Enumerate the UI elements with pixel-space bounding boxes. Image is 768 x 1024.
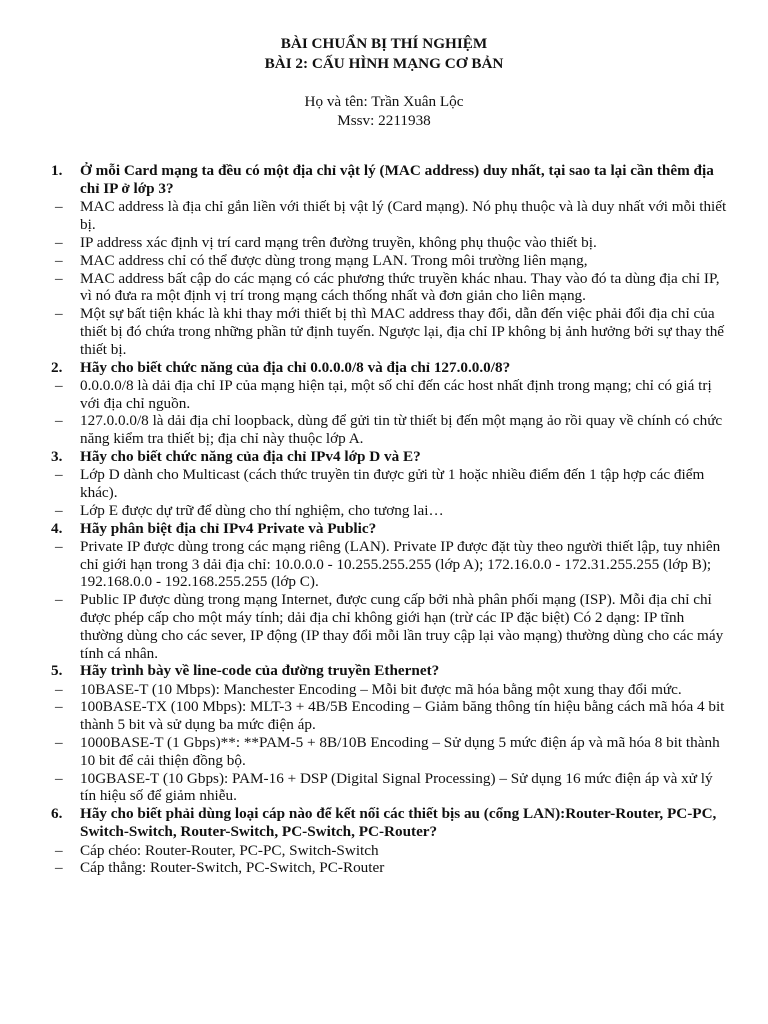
answer-item [51, 681, 731, 699]
document-subtitle: BÀI 2: CẤU HÌNH MẠNG CƠ BẢN [264, 55, 504, 72]
answer-item [51, 412, 731, 448]
student-name: Họ và tên: Trần Xuân Lộc [304, 93, 464, 110]
question-text: Ở mỗi Card mạng ta đều có một địa chỉ vật lý (MAC address) duy nhất, tại sao ta lại cần thêm địa chỉ IP ở lớp 3? [80, 162, 714, 198]
question-text: Hãy cho biết chức năng của địa chỉ 0.0.0.0/8 và địa chỉ 127.0.0.0/8? [80, 358, 511, 376]
question-number: 1. [51, 162, 63, 179]
answer-item [51, 252, 731, 270]
answer-text: 10GBASE-T (10 Gbps): PAM-16 + DSP (Digital Signal Processing) – Sử dụng 16 mức điện áp và xử lý tín hiệu số để giảm nhiễu. [80, 769, 713, 805]
answer-item [51, 770, 731, 806]
question-number: 4. [51, 519, 63, 537]
question-text: Hãy cho biết phải dùng loại cáp nào để kết nối các thiết bịs au (cổng LAN):Router-Router, PC-PC, Switch-Switch, Router-Switch, PC-Switch, PC-Router? [80, 805, 717, 841]
answer-item [51, 842, 731, 860]
question-item [51, 162, 731, 198]
dash-bullet: – [55, 198, 63, 216]
answer-text: MAC address là địa chỉ gắn liền với thiết bị vật lý (Card mạng). Nó phụ thuộc và là duy nhất với mỗi thiết bị. [80, 198, 727, 234]
question-item [51, 359, 731, 377]
dash-bullet: – [55, 680, 63, 698]
dash-bullet: – [55, 841, 63, 859]
dash-bullet: – [55, 537, 63, 555]
dash-bullet: – [55, 698, 63, 716]
answer-text: 0.0.0.0/8 là dải địa chỉ IP của mạng hiện tại, một số chỉ đến các host nhất định trong mạng; chỉ có giá trị với địa chỉ nguồn. [80, 376, 712, 412]
question-item [51, 805, 731, 841]
dash-bullet: – [55, 466, 63, 484]
answer-item [51, 305, 731, 358]
answer-text: 10BASE-T (10 Mbps): Manchester Encoding – Mỗi bit được mã hóa bằng một xung thay đổi mức. [80, 680, 682, 698]
question-number: 5. [51, 662, 63, 680]
answer-item [51, 591, 731, 662]
answer-text: Public IP được dùng trong mạng Internet, được cung cấp bởi nhà phân phối mạng (ISP). Mỗi địa chỉ chỉ được phép cấp cho một máy tính; dải địa chỉ không giới hạn (trừ các IP đặc biệt) Có 2 dạng: IP tĩnh thường dùng cho các sever, IP động (IP thay đổi mỗi lần truy cập lại vào mạng) thường dùng cho các máy tính cá nhân. [80, 591, 724, 662]
question-item [51, 662, 731, 680]
document-title: BÀI CHUẨN BỊ THÍ NGHIỆM [280, 35, 488, 52]
student-id: Mssv: 2211938 [337, 112, 431, 129]
question-item [51, 520, 731, 538]
dash-bullet: – [55, 733, 63, 751]
question-number: 6. [51, 805, 63, 823]
question-text: Hãy phân biệt địa chỉ IPv4 Private và Public? [80, 519, 377, 537]
question-number: 3. [51, 447, 63, 465]
answer-text: 1000BASE-T (1 Gbps)**: **PAM-5 + 8B/10B Encoding – Sử dụng 5 mức điện áp và mã hóa 8 bit thành 10 bit để cải thiện đồng bộ. [80, 733, 720, 769]
answer-text: Cáp thẳng: Router-Switch, PC-Switch, PC-Router [80, 859, 385, 877]
dash-bullet: – [55, 412, 63, 430]
answer-item [51, 734, 731, 770]
answer-item [51, 859, 731, 877]
answer-text: Lớp D dành cho Multicast (cách thức truyền tin được gửi từ 1 hoặc nhiều điểm đến 1 tập hợp các điểm khác). [80, 466, 705, 501]
answer-text: IP address xác định vị trí card mạng trên đường truyền, không phụ thuộc vào thiết bị. [80, 234, 597, 251]
answer-text: Lớp E được dự trữ để dùng cho thí nghiệm, cho tương lai… [80, 501, 444, 519]
question-number: 2. [51, 358, 63, 376]
dash-bullet: – [55, 769, 63, 787]
answer-text: MAC address chỉ có thể được dùng trong mạng LAN. Trong môi trường liên mạng, [80, 251, 588, 269]
dash-bullet: – [55, 251, 63, 269]
answer-item [51, 502, 731, 520]
answer-text: 100BASE-TX (100 Mbps): MLT-3 + 4B/5B Encoding – Giảm băng thông tín hiệu bằng cách mã hóa 4 bit thành 5 bit và sử dụng ba mức điện áp. [80, 698, 725, 734]
question-item [51, 448, 731, 466]
answer-text: Cáp chéo: Router-Router, PC-PC, Switch-Switch [80, 841, 379, 859]
answer-text: Một sự bất tiện khác là khi thay mới thiết bị thì MAC address thay đổi, dẫn đến việc phải đổi địa chỉ của thiết bị đó chứa trong những phần tử định tuyến. Ngược lại, địa chỉ IP không bị ảnh hưởng bởi sự thay thế thiết bị. [80, 305, 725, 358]
dash-bullet: – [55, 305, 63, 323]
answer-text: 127.0.0.0/8 là dải địa chỉ loopback, dùng để gửi tin từ thiết bị đến một mạng ảo rồi quay về chính có chức năng kiểm tra thiết bị; địa chỉ này thuộc lớp A. [80, 412, 723, 448]
student-info [0, 92, 768, 130]
answer-item [51, 234, 731, 252]
dash-bullet: – [55, 501, 63, 519]
question-text: Hãy cho biết chức năng của địa chỉ IPv4 lớp D và E? [80, 447, 421, 465]
question-text: Hãy trình bày về line-code của đường truyền Ethernet? [80, 662, 440, 680]
answer-item [51, 377, 731, 413]
answer-item [51, 270, 731, 306]
answer-text: MAC address bất cập do các mạng có các phương thức truyền khác nhau. Thay vào đó ta dùng địa chỉ IP, vì nó đưa ra một định vị trí trong mạng cách thống nhất và đơn giản cho liên mạng. [80, 269, 720, 305]
question-list [51, 162, 731, 877]
answer-text: Private IP được dùng trong các mạng riêng (LAN). Private IP được đặt tùy theo người thiết lập, tuy nhiên chỉ giới hạn trong 3 dải địa chỉ: 10.0.0.0 - 10.255.255.255 (lớp A); 172.16.0.0 - 172.31.255.255 (lớp B); 192.168.0.0 - 192.168.255.255 (lớp C). [80, 537, 721, 591]
document-header [0, 34, 768, 74]
answer-item [51, 698, 731, 734]
dash-bullet: – [55, 234, 63, 251]
dash-bullet: – [55, 591, 63, 609]
dash-bullet: – [55, 376, 63, 394]
answer-item [51, 538, 731, 591]
dash-bullet: – [55, 859, 63, 877]
dash-bullet: – [55, 269, 63, 287]
answer-item [51, 466, 731, 502]
answer-item [51, 198, 731, 234]
